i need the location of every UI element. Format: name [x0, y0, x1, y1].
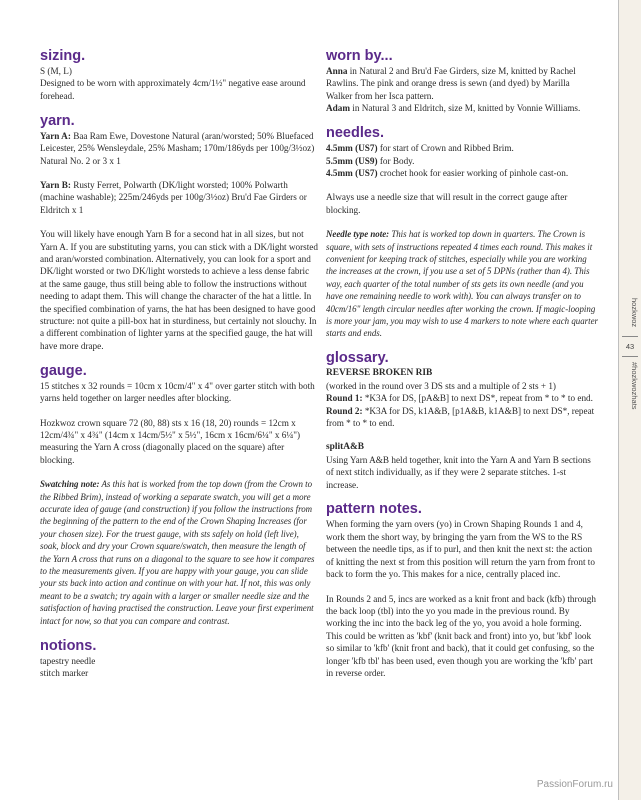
- sidebar-hashtag: #hozkwozhats: [630, 362, 639, 410]
- sizing-sizes: S (M, L): [40, 66, 72, 76]
- yarn-heading: yarn.: [40, 112, 75, 129]
- pattern-notes-heading: pattern notes.: [326, 501, 422, 518]
- gauge-paragraph-2: Hozkwoz crown square 72 (80, 88) sts x 16 (18, 20) rounds = 12cm x 12cm/4¾" x 4¾" (14cm x 14cm/5½" x 5½", 16cm x 16cm/6¼" x 6¼") measuring the Yarn A cross (diagonally placed on the square) after blocking.: [40, 417, 301, 465]
- yarn-a-text: Baa Ram Ewe, Dovestone Natural (aran/worsted; 50% Bluefaced Leicester, 25% Wensleydale, 25% Masham; 170m/186yds per 100g/3½oz) Natural No. 2 or 3 x 1: [40, 130, 315, 166]
- sizing-ease: Designed to be worn with approximately 4cm/1½" negative ease around forehead.: [40, 78, 306, 101]
- yarn-b: [40, 179, 318, 216]
- needle-type-note-text: This hat is worked top down in quarters. The Crown is square, with sets of instructions repeated 4 times each round. This makes it convenient for keeping track of stitches, especially while you are working the increases at the crown, if you use a set of 5 DPNs (rather than 4). This way, each quarter of the total number of sts gets its own needle (and you have one remaining needle to work with). You can always transfer on to 40cm/16" length circular needles after working the crown. If magic-looping is more your jam, you may wish to use 4 markers to note where each quarter starts and ends.: [326, 229, 598, 339]
- gauge-heading: gauge.: [40, 362, 87, 379]
- worn-by-text: in Natural 2 and Bru'd Fae Girders, size M, knitted by Rachel Rawlins. The pink and orange dress is sewn (and dyed) by Marilla Walker from her Isca pattern.: [326, 66, 576, 101]
- needle-type-note: [326, 228, 598, 340]
- right-column: [326, 48, 598, 679]
- needle-type-note-label: Needle type note:: [326, 229, 390, 240]
- worn-by-name: Adam: [326, 103, 350, 114]
- page-sidebar: [618, 0, 641, 800]
- swatching-note-text: As this hat is worked from the top down (from the Crown to the Ribbed Brim), instead of working a separate swatch, you will get a more accurate idea of gauge (and construction) if you follow the instructions from the beginning of the pattern to the end of the Crown Shaping Increases (for your chosen size). For the truest gauge, with sts safely on hold (left live), soak, block and dry your Crown square/swatch, then measure the length of the Yarn A cross that runs on a diagonal to the square to see how it compares to the measurements given. If you are happy with your gauge, you can slide your sts back into action and continue on with your hat. If not, this was only meant to be a swatch; try again with a larger or smaller needle size and the satisfaction of having practised the construction. Leave your first experiment intact for now, so that you can compare and contrast.: [40, 479, 315, 626]
- yarn-a-label: Yarn A:: [40, 130, 71, 141]
- round-2: [326, 405, 598, 430]
- worn-by-name: Anna: [326, 66, 348, 76]
- yarn-substitution-paragraph: You will likely have enough Yarn B for a second hat in all sizes, but not Yarn A. If you are substituting yarns, you can stick with a DK/light worsted and aran/worsted combination. Alternatively, you can look for a sport and DK/light worsted or two DK/light worsteds to achieve a less dense fabric at the same gauge, thus still being able to follow the instructions without needing to adapt them. This will change the character of the hat a little. In the specified combination of yarns, the hat has been designed to have good structure: not quite a pill-box hat in sturdiness, but certainly not slouchy. In a different combination of lighter yarns at the specified gauge, the hat will have more drape.: [40, 229, 318, 351]
- needle-use: for start of Crown and Ribbed Brim.: [377, 143, 514, 154]
- swatching-note-label: Swatching note:: [40, 479, 100, 490]
- yarn-a: [40, 130, 318, 167]
- round-2-label: Round 2:: [326, 405, 363, 416]
- swatching-note: [40, 478, 318, 627]
- round-1-label: Round 1:: [326, 393, 363, 404]
- split-ab-text: Using Yarn A&B held together, knit into the Yarn A and Yarn B sections of next stitch individually, as if they were 2 separate stitches. 1-st increase.: [326, 454, 591, 490]
- worn-by-anna: [326, 65, 598, 102]
- watermark-text: PassionForum.ru: [536, 779, 613, 790]
- sizing-heading: sizing.: [40, 48, 86, 64]
- notion-item: tapestry needle: [40, 655, 96, 666]
- gauge-paragraph-1: 15 stitches x 32 rounds = 10cm x 10cm/4" x 4" over garter stitch with both yarns held together on larger needles after blocking.: [40, 380, 315, 404]
- glossary-heading: glossary.: [326, 350, 389, 367]
- sidebar-brand: hozkwoz: [630, 298, 639, 328]
- needle-item: [326, 167, 598, 179]
- needle-use: for Body.: [377, 155, 415, 166]
- needle-size: 4.5mm (US7): [326, 167, 378, 178]
- worn-by-adam: [326, 102, 598, 114]
- split-ab-title: splitA&B: [326, 442, 365, 453]
- round-1: [326, 392, 598, 404]
- pattern-notes-paragraph-1: When forming the yarn overs (yo) in Crown Shaping Rounds 1 and 4, work them the short way, by bringing the yarn from the WS to the RS between the needle tips, as if to purl, and then knit the next st: the action of knitting the next st from this position will return the yarn from front to back to form the yo. This makes for a nice, centrally placed inc.: [326, 519, 595, 580]
- needle-size: 4.5mm (US7): [326, 143, 378, 154]
- reverse-broken-rib-text: (worked in the round over 3 DS sts and a multiple of 2 sts + 1): [326, 380, 556, 391]
- round-2-text: *K3A for DS, k1A&B, [p1A&B, k1A&B] to next DS*, repeat from * to * to end.: [326, 405, 595, 428]
- needle-use: crochet hook for easier working of pinhole cast-on.: [377, 167, 569, 178]
- round-1-text: *K3A for DS, [pA&B] to next DS*, repeat from * to * to end.: [362, 393, 593, 404]
- notion-item: stitch marker: [40, 667, 89, 678]
- pattern-notes-paragraph-2: In Rounds 2 and 5, incs are worked as a knit front and back (kfb) through the back loop (tbl) into the yo you made in the previous round. By working the inc into the back leg of the yo, you avoid a hole forming. This could be written as 'kbf' (knit back and front) into yo, but 'kbf' look so similar to 'kfb' (knit front and back), that it could get confusing, so the longer 'kfb tbl' has been used, even though you are working the 'kfb' part in reverse order.: [326, 593, 596, 678]
- reverse-broken-rib-title: REVERSE BROKEN RIB: [326, 368, 433, 379]
- notions-heading: notions.: [40, 637, 97, 654]
- yarn-b-label: Yarn B:: [40, 179, 71, 190]
- needle-item: [326, 155, 598, 167]
- needle-item: [326, 142, 598, 154]
- yarn-b-text: Rusty Ferret, Polwarth (DK/light worsted; 100% Polwarth (machine washable); 225m/246yds per 100g/3½oz) Bru'd Fae Girders or Eldritch x 1: [40, 179, 307, 215]
- needle-size: 5.5mm (US9): [326, 155, 378, 166]
- needle-gauge-advice: Always use a needle size that will result in the correct gauge after blocking.: [326, 192, 568, 215]
- page-number: 43: [625, 342, 635, 351]
- worn-by-text: in Natural 3 and Eldritch, size M, knitted by Vonnie Williams.: [350, 103, 581, 114]
- needles-heading: needles.: [326, 125, 385, 142]
- worn-by-heading: worn by...: [326, 48, 393, 64]
- left-column: [40, 48, 318, 679]
